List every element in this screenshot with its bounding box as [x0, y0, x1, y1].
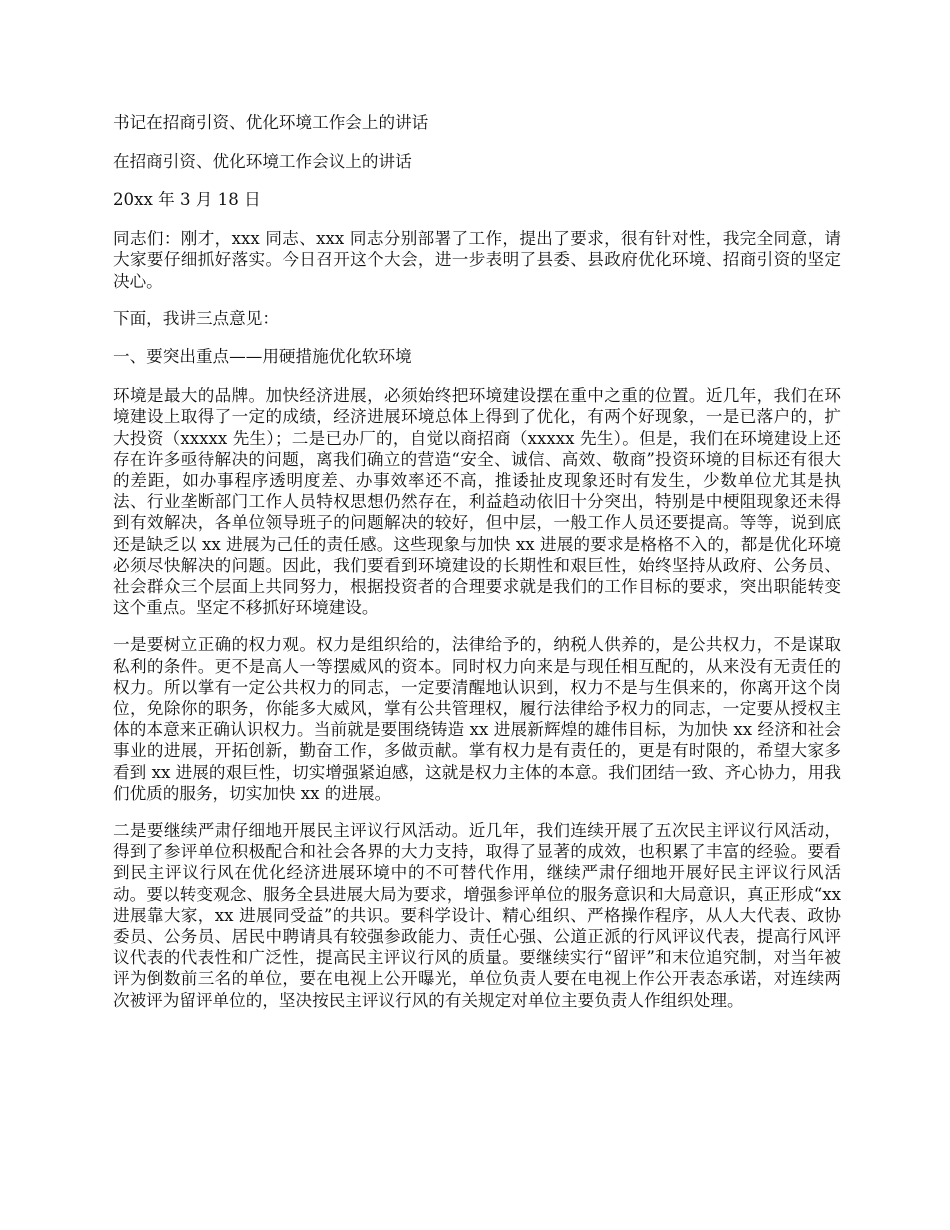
paragraph-opening: 同志们：刚才，xxx 同志、xxx 同志分别部署了工作，提出了要求，很有针对性，我完全同意，请大家要仔细抓好落实。今日召开这个大会，进一步表明了县委、县政府优化环境、招商引资的坚定决心。 — [113, 229, 841, 291]
document-title: 书记在招商引资、优化环境工作会上的讲话 — [113, 113, 429, 132]
paragraph-environment: 环境是最大的品牌。加快经济进展，必须始终把环境建设摆在重中之重的位置。近几年，我们在环境建设上取得了一定的成绩，经济进展环境总体上得到了优化，有两个好现象，一是已落户的，扩大投资（xxxxx 先生）；二是已办厂的，自觉以商招商（xxxxx 先生）。但是，我们在环境建设上还存在许多亟待解决的问题，离我们确立的营造“安全、诚信、高效、敬商”投资环境的目标还有很大的差距，如办事程序透明度差、办事效率还不高，推诿扯皮现象还时有发生，少数单位尤其是执法、行业垄断部门工作人员特权思想仍然存在，利益趋动依旧十分突出，特别是中梗阻现象还未得到有效解决，各单位领导班子的问题解决的较好，但中层，一般工作人员还要提高。等等，说到底还是缺乏以 xx 进展为己任的责任感。这些现象与加快 xx 进展的要求是格格不入的，都是优化环境必须尽快解决的问题。因此，我们要看到环境建设的长期性和艰巨性，始终坚持从政府、公务员、社会群众三个层面上共同努力，根据投资者的合理要求就是我们的工作目标的要求，突出职能转变这个重点。坚定不移抓好环境建设。 — [113, 386, 841, 618]
paragraph-power-view: 一是要树立正确的权力观。权力是组织给的，法律给予的，纳税人供养的，是公共权力，不是谋取私利的条件。更不是高人一等摆威风的资本。同时权力向来是与现任相互配的，从来没有无责任的权力。所以掌有一定公共权力的同志，一定要清醒地认识到，权力不是与生俱来的，你离开这个岗位，免除你的职务，你能多大威风，掌有公共管理权，履行法律给予权力的同志，一定要从授权主体的本意来正确认识权力。当前就是要围绕铸造 xx 进展新辉煌的雄伟目标，为加快 xx 经济和社会事业的进展，开拓创新，勤奋工作，多做贡献。掌有权力是有责任的，更是有时限的，希望大家多看到 xx 进展的艰巨性，切实增强紧迫感，这就是权力主体的本意。我们团结一致、齐心协力，用我们优质的服务，切实加快 xx 的进展。 — [113, 635, 841, 803]
section-heading-1: 一、要突出重点——用硬措施优化软环境 — [113, 347, 412, 367]
paragraph-intro: 下面，我讲三点意见： — [113, 308, 279, 328]
paragraph-democratic-review: 二是要继续严肃仔细地开展民主评议行风活动。近几年，我们连续开展了五次民主评议行风活动，得到了参评单位积极配合和社会各界的大力支持，取得了显著的成效，也积累了丰富的经验。要看到民主评议行风在优化经济进展环境中的不可替代作用，继续严肃仔细地开展好民主评议行风活动。要以转变观念、服务全县进展大局为要求，增强参评单位的服务意识和大局意识，真正形成“xx 进展靠大家，xx 进展同受益”的共识。要科学设计、精心组织、严格操作程序，从人大代表、政协委员、公务员、居民中聘请具有较强参政能力、责任心强、公道正派的行风评议代表，提高行风评议代表的代表性和广泛性，提高民主评议行风的质量。要继续实行“留评”和末位追究制，对当年被评为倒数前三名的单位，要在电视上公开曝光，单位负责人要在电视上作公开表态承诺，对连续两次被评为留评单位的，坚决按民主评议行风的有关规定对单位主要负责人作组织处理。 — [113, 820, 841, 1010]
document-page — [113, 112, 841, 1027]
document-subtitle: 在招商引资、优化环境工作会议上的讲话 — [113, 151, 412, 171]
document-date: 20xx 年 3 月 18 日 — [113, 190, 261, 210]
